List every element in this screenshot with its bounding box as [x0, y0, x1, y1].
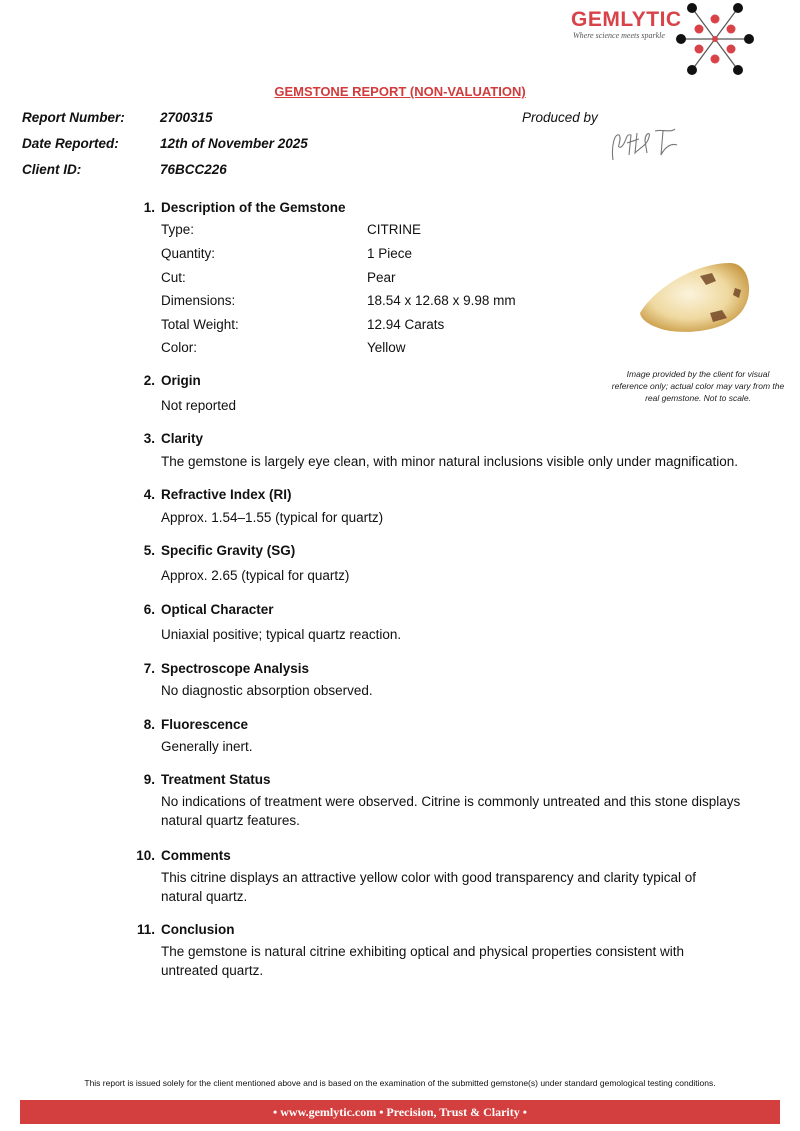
quantity-label: Quantity: — [161, 246, 216, 261]
dimensions-value: 18.54 x 12.68 x 9.98 mm — [367, 293, 516, 308]
section-title: Fluorescence — [161, 717, 249, 732]
section-number: 5. — [143, 543, 155, 558]
color-value: Yellow — [367, 340, 406, 355]
cut-label: Cut: — [161, 270, 186, 285]
cut-value: Pear — [367, 270, 396, 285]
report-number-label: Report Number: — [22, 110, 125, 125]
section-text: Uniaxial positive; typical quartz reaction. — [161, 627, 402, 642]
section-number: 6. — [143, 602, 155, 617]
section-title: Description of the Gemstone — [161, 200, 346, 215]
signature — [605, 125, 685, 170]
client-id: 76BCC226 — [160, 162, 227, 177]
type-label: Type: — [161, 222, 195, 237]
section-text: Generally inert. — [161, 739, 253, 754]
section-number: 10. — [136, 848, 155, 863]
section-text: Approx. 2.65 (typical for quartz) — [161, 568, 350, 583]
section-text: No diagnostic absorption observed. — [161, 683, 373, 698]
section-text: Not reported — [161, 398, 237, 413]
logo-star-icon — [675, 2, 755, 77]
report-number: 2700315 — [160, 110, 213, 125]
section-number: 11. — [136, 922, 155, 937]
section-text: Approx. 1.54–1.55 (typical for quartz) — [161, 510, 384, 525]
section-title: Refractive Index (RI) — [161, 487, 292, 502]
weight-label: Total Weight: — [161, 317, 239, 332]
weight-value: 12.94 Carats — [367, 317, 445, 332]
report-title: GEMSTONE REPORT (NON-VALUATION) — [274, 84, 526, 99]
section-title: Spectroscope Analysis — [161, 661, 310, 676]
section-number: 3. — [143, 431, 155, 446]
section-text: The gemstone is natural citrine exhibiting optical and physical properties consistent with untreated quartz. — [161, 944, 685, 978]
footer-bar: • www.gemlytic.com • Precision, Trust & Clarity • — [20, 1100, 780, 1124]
image-caption: Image provided by the client for visual reference only; actual color may vary from the real gemstone. Not to scale. — [611, 369, 785, 403]
section-title: Optical Character — [161, 602, 274, 617]
logo-tagline: Where science meets sparkle — [573, 31, 665, 40]
section-text: This citrine displays an attractive yellow color with good transparency and clarity typical of natural quartz. — [161, 870, 696, 904]
section-number: 1. — [143, 200, 155, 215]
section-text: The gemstone is largely eye clean, with minor natural inclusions visible only under magnification. — [161, 454, 739, 469]
section-number: 4. — [143, 487, 155, 502]
client-id-label: Client ID: — [22, 162, 82, 177]
section-title: Clarity — [161, 431, 204, 446]
section-number: 9. — [143, 772, 155, 787]
section-title: Comments — [161, 848, 231, 863]
gemstone-image — [635, 258, 755, 338]
section-title: Conclusion — [161, 922, 235, 937]
date-reported: 12th of November 2025 — [160, 136, 308, 151]
section-title: Origin — [161, 373, 201, 388]
section-number: 2. — [143, 373, 155, 388]
produced-by: Produced by — [522, 110, 598, 125]
dimensions-label: Dimensions: — [161, 293, 236, 308]
section-number: 7. — [143, 661, 155, 676]
type-value: CITRINE — [367, 222, 421, 237]
color-label: Color: — [161, 340, 198, 355]
quantity-value: 1 Piece — [367, 246, 413, 261]
section-number: 8. — [143, 717, 155, 732]
section-text: No indications of treatment were observed. Citrine is commonly untreated and this stone displays natural quartz features. — [161, 794, 741, 828]
footer-note: This report is issued solely for the client mentioned above and is based on the examination of the submitted gemstone(s) under standard gemological testing conditions. — [84, 1078, 716, 1088]
section-title: Specific Gravity (SG) — [161, 543, 296, 558]
date-label: Date Reported: — [22, 136, 119, 151]
logo-brand: GEMLYTIC — [571, 8, 682, 31]
section-title: Treatment Status — [161, 772, 271, 787]
